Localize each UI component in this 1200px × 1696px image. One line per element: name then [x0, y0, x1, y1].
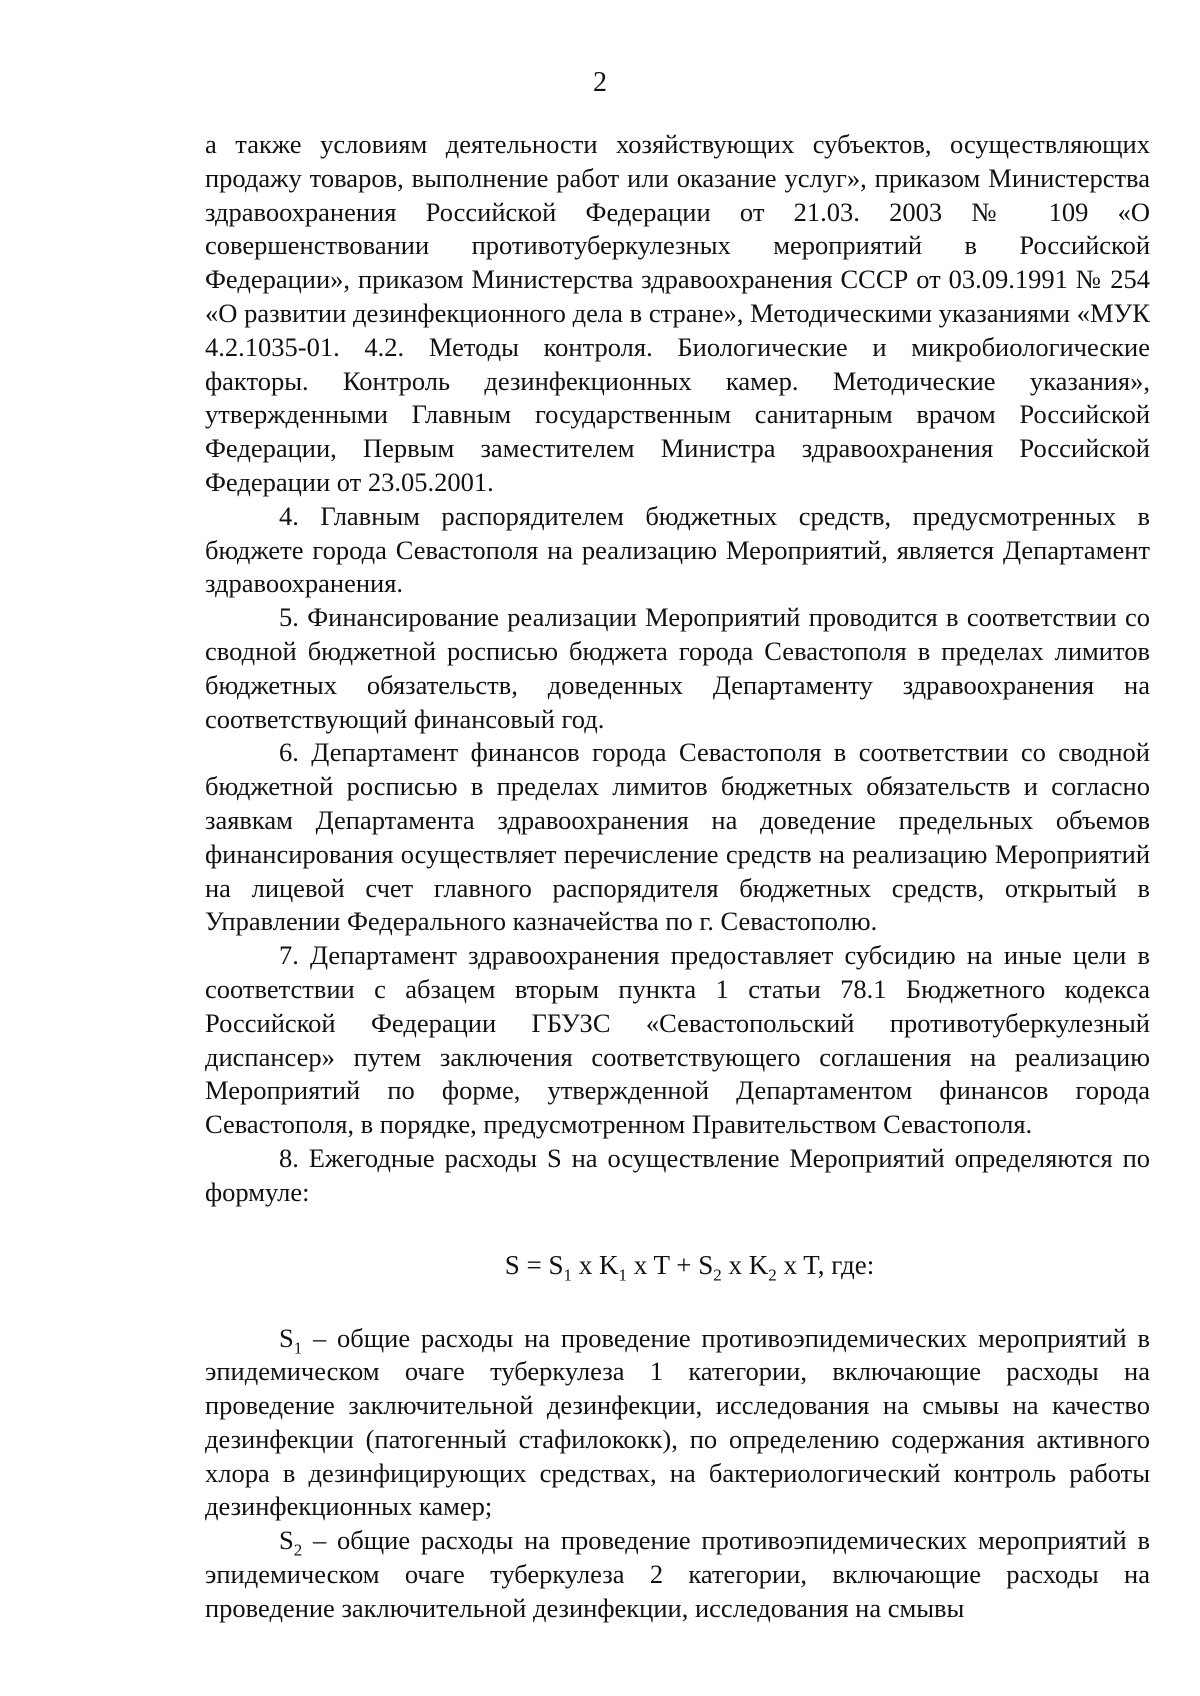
- definition-subscript: 2: [293, 1540, 303, 1560]
- formula-part: x K: [721, 1249, 769, 1280]
- formula-part: x T, где:: [776, 1249, 875, 1280]
- formula-subscript: 1: [618, 1264, 628, 1284]
- formula-part: x K: [572, 1249, 619, 1280]
- cost-formula: [205, 1248, 1150, 1282]
- definition-symbol: S: [279, 1322, 294, 1353]
- paragraph-intro: а также условиям деятельности хозяйствующих субъектов, осуществляющих продажу товаров, выполнение работ или оказание услуг», приказом Министерства здравоохранения Российской Федерации от 21.03. 2003 № 109 «О совершенствовании противотуберкулезных мероприятий в Российской Федерации», приказом Министерства здравоохранения СССР от 03.09.1991 № 254 «О развитии дезинфекционного дела в стране», Методическими указаниями «МУК 4.2.1035-01. 4.2. Методы контроля. Биологические и микробиологические факторы. Контроль дезинфекционных камер. Методические указания», утвержденными Главным государственным санитарным врачом Российской Федерации, Первым заместителем Министра здравоохранения Российской Федерации от 23.05.2001.: [205, 129, 1150, 497]
- formula-subscript: 2: [768, 1264, 777, 1284]
- definition-text: – общие расходы на проведение противоэпидемических мероприятий в эпидемическом очаге туберкулеза 1 категории, включающие расходы на проведение заключительной дезинфекции, исследования на смывы на качество дезинфекции (патогенный стафилококк), по определению содержания активного хлора в дезинфицирующих средствах, на бактериологический контроль работы дезинфекционных камер;: [205, 1322, 1150, 1522]
- definition-subscript: 1: [293, 1337, 303, 1357]
- definition-text: – общие расходы на проведение противоэпидемических мероприятий в эпидемическом очаге туберкулеза 2 категории, включающие расходы на проведение заключительной дезинфекции, исследования на смывы: [205, 1525, 1150, 1623]
- paragraph-4: 4. Главным распорядителем бюджетных средств, предусмотренных в бюджете города Севастополя на реализацию Мероприятий, является Департамент здравоохранения.: [205, 500, 1150, 599]
- paragraph-8: 8. Ежегодные расходы S на осуществление Мероприятий определяются по формуле:: [205, 1142, 1150, 1207]
- formula-subscript: 1: [563, 1264, 573, 1284]
- definition-s2: [205, 1524, 1150, 1625]
- definition-symbol: S: [279, 1525, 294, 1556]
- page-number: 2: [593, 67, 607, 98]
- formula-part: x T + S: [627, 1249, 714, 1280]
- document-body: [205, 128, 1150, 1626]
- paragraph-5: 5. Финансирование реализации Мероприятий проводится в соответствии со сводной бюджетной росписью бюджета города Севастополя в пределах лимитов бюджетных обязательств, доведенных Департаменту здравоохранения на соответствующий финансовый год.: [205, 602, 1150, 734]
- formula-part: S = S: [504, 1249, 564, 1280]
- definition-s1: [205, 1322, 1150, 1525]
- paragraph-7: 7. Департамент здравоохранения предоставляет субсидию на иные цели в соответствии с абзацем вторым пункта 1 статьи 78.1 Бюджетного кодекса Российской Федерации ГБУЗС «Севастопольский противотуберкулезный диспансер» путем заключения соответствующего соглашения на реализацию Мероприятий по форме, утвержденной Департаментом финансов города Севастополя, в порядке, предусмотренном Правительством Севастополя.: [205, 940, 1150, 1140]
- formula-subscript: 2: [713, 1264, 722, 1284]
- paragraph-6: 6. Департамент финансов города Севастополя в соответствии со сводной бюджетной росписью в пределах лимитов бюджетных обязательств и согласно заявкам Департамента здравоохранения на доведение предельных объемов финансирования осуществляет перечисление средств на реализацию Мероприятий на лицевой счет главного распорядителя бюджетных средств, открытый в Управлении Федерального казначейства по г. Севастополю.: [205, 737, 1150, 937]
